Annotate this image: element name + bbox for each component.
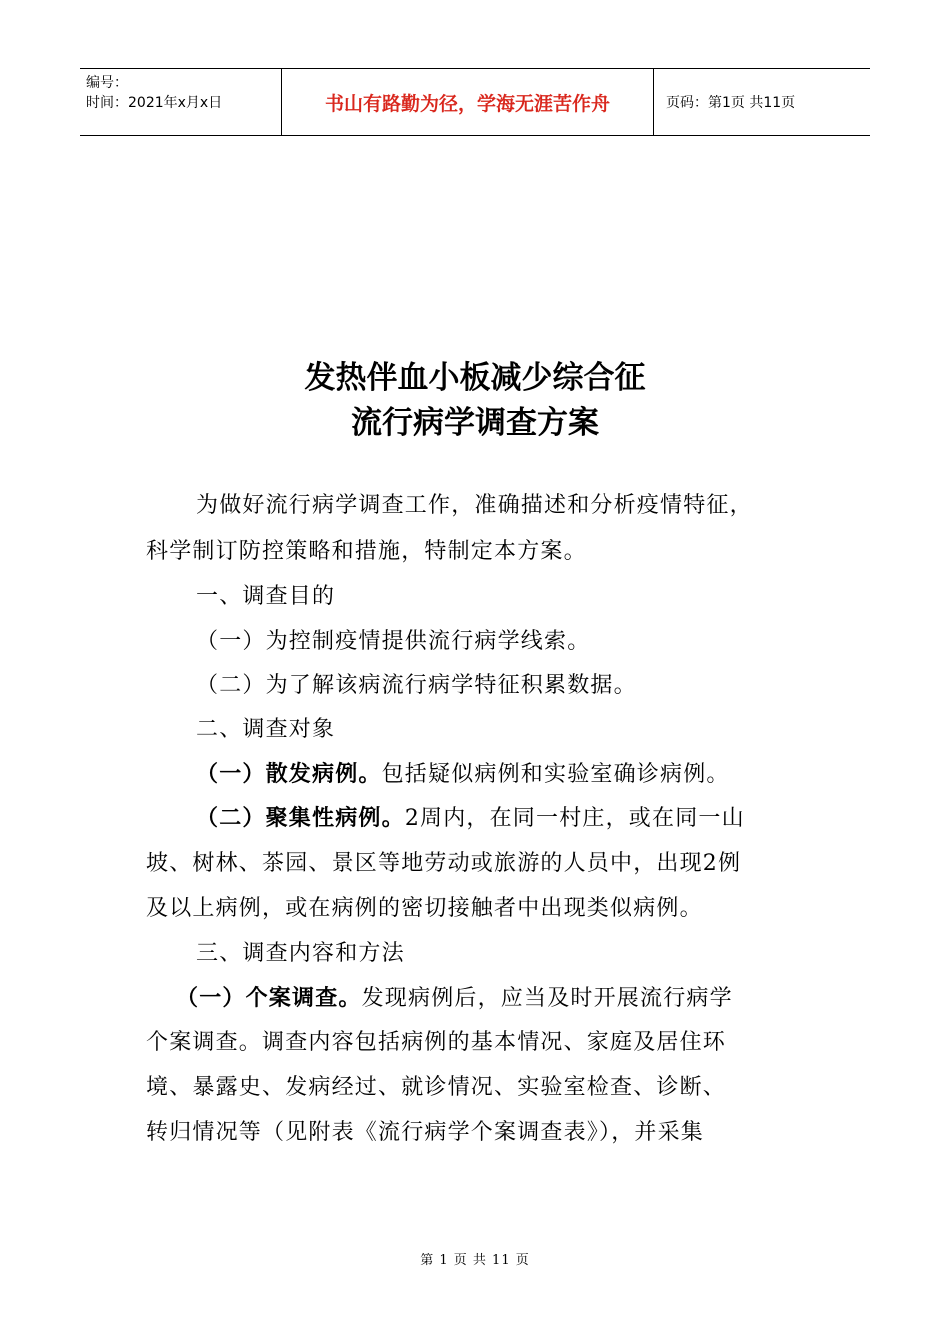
header-page-info: 页码：第1页 共11页: [666, 95, 796, 111]
page-footer: 第 1 页 共 11 页: [420, 1253, 530, 1268]
section2-heading: 二、调查对象: [196, 717, 336, 742]
section3-item1-line3: 境、暴露史、发病经过、就诊情况、实验室检查、诊断、: [146, 1075, 727, 1100]
header-motto: 书山有路勤为径，学海无涯苦作舟: [282, 69, 654, 135]
number-label: 编号：: [86, 75, 128, 91]
section3-heading: 三、调查内容和方法: [196, 941, 405, 966]
intro-line1: 为做好流行病学调查工作，准确描述和分析疫情特征，: [196, 493, 753, 518]
section3-item1-text1: 发现病例后，应当及时开展流行病学: [361, 986, 733, 1011]
section2-item2-line3: 及以上病例，或在病例的密切接触者中出现类似病例。: [146, 896, 703, 921]
section3-item1-title: （一）个案调查。: [176, 986, 362, 1011]
header-meta: [80, 69, 282, 135]
section2-item2: [196, 806, 745, 832]
document-title-line1: 发热伴血小板减少综合征: [304, 360, 646, 396]
section1-item1: （一）为控制疫情提供流行病学线索。: [196, 629, 591, 654]
intro-line2: 科学制订防控策略和措施，特制定本方案。: [146, 539, 587, 564]
section2-item1-title: （一）散发病例。: [196, 762, 382, 787]
document-header: [80, 68, 870, 136]
section3-item1: [176, 986, 733, 1012]
document-title-line2: 流行病学调查方案: [351, 405, 599, 441]
section1-heading: 一、调查目的: [196, 584, 336, 609]
section2-item1: [196, 762, 730, 788]
section2-item2-text1: 2周内，在同一村庄，或在同一山: [404, 806, 745, 831]
section3-item1-line4: 转归情况等（见附表《流行病学个案调查表》），并采集: [146, 1120, 705, 1145]
section2-item2-line2: 坡、树林、茶园、景区等地劳动或旅游的人员中，出现2例: [146, 851, 742, 876]
time-label: 时间：2021年x月x日: [86, 95, 223, 111]
section3-item1-line2: 个案调查。调查内容包括病例的基本情况、家庭及居住环: [146, 1030, 727, 1055]
section2-item1-text: 包括疑似病例和实验室确诊病例。: [381, 762, 730, 787]
section2-item2-title: （二）聚集性病例。: [196, 806, 405, 831]
section1-item2: （二）为了解该病流行病学特征积累数据。: [196, 673, 637, 698]
